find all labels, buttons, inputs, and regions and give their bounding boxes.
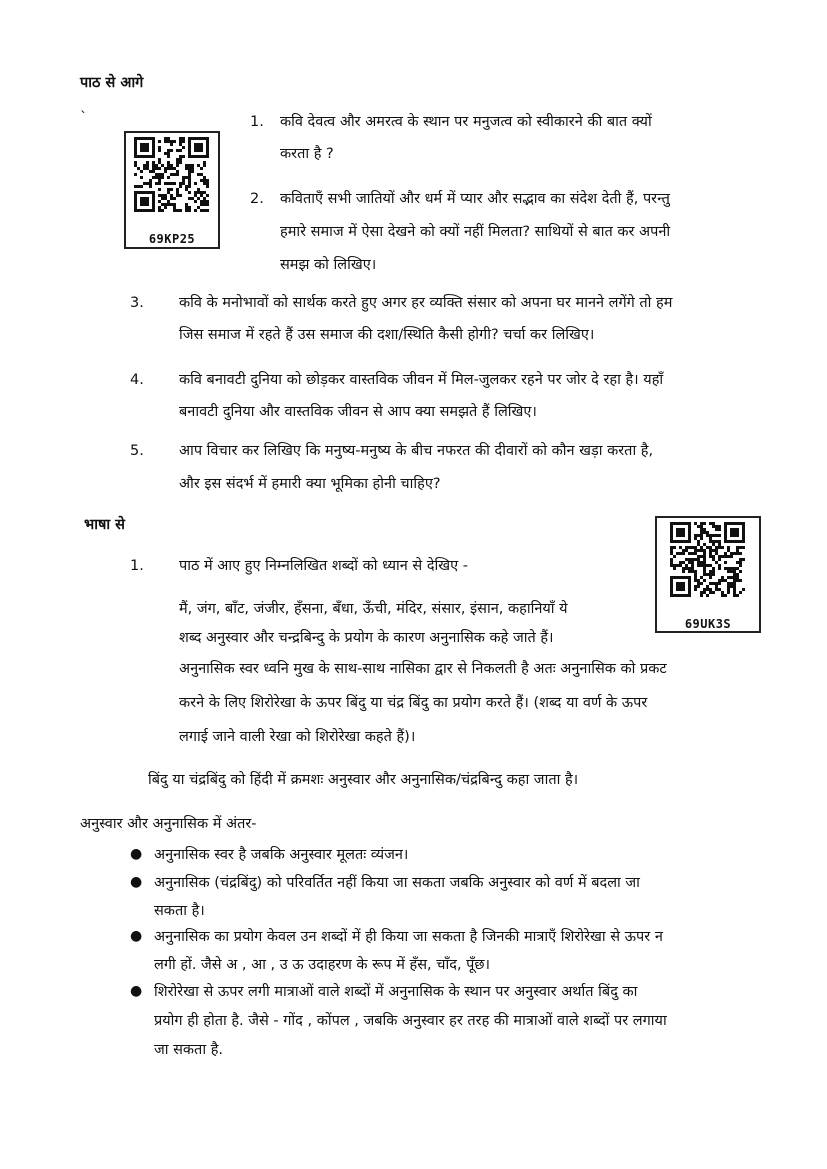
question-3-line-2: जिस समाज में रहते हैं उस समाज की दशा/स्थिति कैसी होगी? चर्चा कर लिखिए। [179,327,595,343]
bullet-3-line-1: अनुनासिक का प्रयोग केवल उन शब्दों में ही किया जा सकता है जिनकी मात्राएँ शिरोरेखा से ऊपर न [154,929,663,945]
question-2-line-3: समझ को लिखिए। [280,257,377,273]
stray-mark: ` [80,110,88,126]
question-number: 2. [250,191,264,207]
section-heading-path-se-aage: पाठ से आगे [80,75,144,91]
anuswar-note: बिंदु या चंद्रबिंदु को हिंदी में क्रमशः अनुस्वार और अनुनासिक/चंद्रबिन्दु कहा जाता है। [148,772,579,788]
question-4-line-2: बनावटी दुनिया और वास्तविक जीवन से आप क्या समझते हैं लिखिए। [179,404,537,420]
bullet-2-line-1: अनुनासिक (चंद्रबिंदु) को परिवर्तित नहीं किया जा सकता जबकि अनुस्वार को वर्ण में बदला जा [154,875,640,891]
bullet-icon: ● [130,983,143,999]
language-q1-line-4: अनुनासिक स्वर ध्वनि मुख के साथ-साथ नासिका द्वार से निकलती है अतः अनुनासिक को प्रकट [179,661,667,677]
bullet-4-line-1: शिरोरेखा से ऊपर लगी मात्राओं वाले शब्दों में अनुनासिक के स्थान पर अनुस्वार अर्थात बिंदु का [154,984,638,1000]
question-2-line-1: कविताएँ सभी जातियों और धर्म में प्यार और सद्भाव का संदेश देती हैं, परन्तु [280,191,670,207]
bullet-icon: ● [130,846,143,862]
section-heading-bhasha-se: भाषा से [84,517,125,533]
language-q1-line-5: करने के लिए शिरोरेखा के ऊपर बिंदु या चंद्र बिंदु का प्रयोग करते हैं। (शब्द या वर्ण के ऊपर [179,695,648,711]
difference-title: अनुस्वार और अनुनासिक में अंतर- [80,816,257,832]
bullet-2-line-2: सकता है। [154,903,205,919]
language-q1-line-2: मैं, जंग, बाँट, जंजीर, हँसना, बँधा, ऊँची, मंदिर, संसार, इंसान, कहानियाँ ये [179,601,568,617]
question-number: 3. [130,295,144,311]
bullet-1-line-1: अनुनासिक स्वर है जबकि अनुस्वार मूलतः व्यंजन। [154,847,409,863]
qr-code-label: 69UK3S [684,617,732,631]
language-q1-line-1: पाठ में आए हुए निम्नलिखित शब्दों को ध्यान से देखिए - [179,558,469,574]
bullet-4-line-3: जा सकता है. [154,1042,223,1058]
bullet-4-line-2: प्रयोग ही होता है. जैसे - गोंद , कोंपल , जबकि अनुस्वार हर तरह की मात्राओं वाले शब्दों पर लगाया [154,1013,667,1029]
bullet-3-line-2: लगी हों. जैसे अ , आ , उ ऊ उदाहरण के रूप में हँस, चाँद, पूँछ। [154,957,491,973]
question-number: 1. [130,558,144,574]
question-2-line-2: हमारे समाज में ऐसा देखने को क्यों नहीं मिलता? साथियों से बात कर अपनी [280,224,671,240]
language-q1-line-3: शब्द अनुस्वार और चन्द्रबिन्दु के प्रयोग के कारण अनुनासिक कहे जाते हैं। [179,630,554,646]
bullet-icon: ● [130,928,143,944]
qr-pattern-icon [126,133,218,229]
question-5-line-1: आप विचार कर लिखिए कि मनुष्य-मनुष्य के बीच नफरत की दीवारों को कौन खड़ा करता है, [179,443,654,459]
question-1-line-1: कवि देवत्व और अमरत्व के स्थान पर मनुजत्व को स्वीकारने की बात क्यों [280,114,652,130]
question-number: 1. [250,114,264,130]
bullet-icon: ● [130,874,143,890]
question-3-line-1: कवि के मनोभावों को सार्थक करते हुए अगर हर व्यक्ति संसार को अपना घर मानने लगेंगे तो हम [179,295,673,311]
question-5-line-2: और इस संदर्भ में हमारी क्या भूमिका होनी चाहिए? [179,476,441,492]
qr-code-69uk3s[interactable] [655,516,761,633]
question-number: 5. [130,443,144,459]
qr-code-label: 69KP25 [148,232,196,246]
question-number: 4. [130,372,144,388]
qr-pattern-icon [657,518,759,614]
question-1-line-2: करता है ? [280,146,334,162]
qr-code-69kp25[interactable] [124,131,220,249]
language-q1-line-6: लगाई जाने वाली रेखा को शिरोरेखा कहते हैं)। [179,729,416,745]
question-4-line-1: कवि बनावटी दुनिया को छोड़कर वास्तविक जीवन में मिल-जुलकर रहने पर जोर दे रहा है। यहाँ [179,372,664,388]
